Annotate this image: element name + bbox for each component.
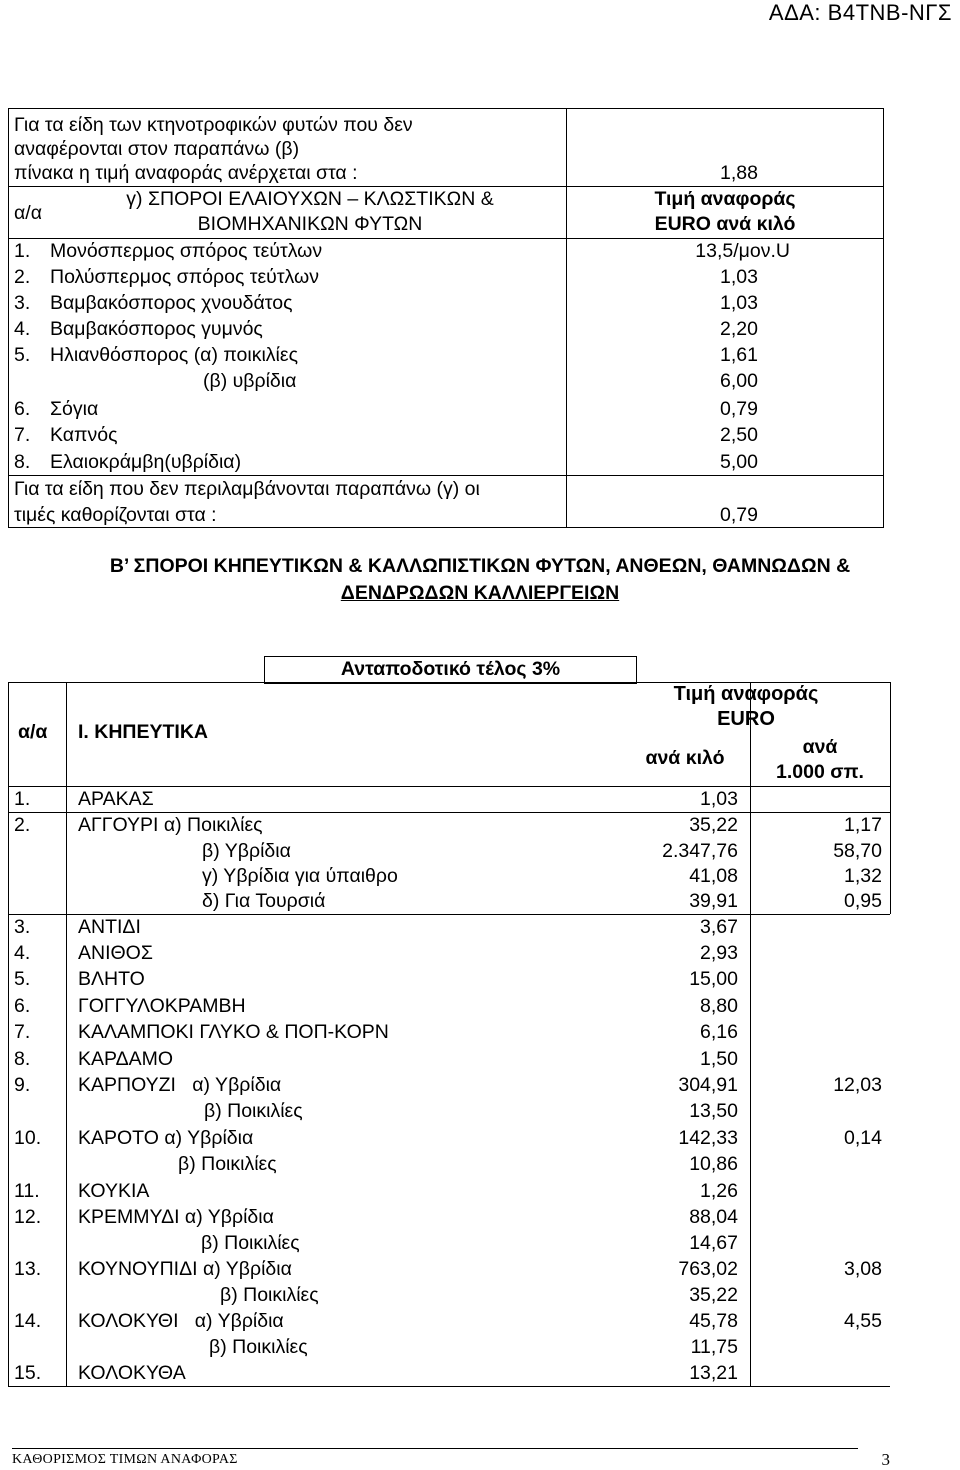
table2-row-kg: 142,33	[678, 1127, 738, 1149]
table2-row-num: 6.	[14, 995, 31, 1017]
table2-row-kg: 3,67	[700, 916, 738, 938]
table2-row-kg: 39,91	[689, 890, 738, 912]
table2-row-pcs: 0,14	[844, 1127, 882, 1149]
table1-row-num: 8.	[14, 451, 31, 473]
table1-row-name: (β) υβρίδια	[203, 370, 297, 392]
table1-footer-note: τιμές καθορίζονται στα :	[14, 504, 217, 526]
per-1000-header: ανά	[802, 736, 838, 758]
table2-row-kg: 45,78	[689, 1310, 738, 1332]
table2-row-name: ΚΑΛΑΜΠΟΚΙ ΓΛΥΚΟ & ΠΟΠ-ΚΟΡΝ	[78, 1021, 389, 1043]
table2-divider	[890, 810, 891, 914]
table2-row-name: γ) Υβρίδια για ύπαιθρο	[202, 865, 398, 887]
table1-category-header: ΒΙΟΜΗΧΑΝΙΚΩΝ ΦΥΤΩΝ	[197, 213, 423, 235]
table2-row-num: 15.	[14, 1362, 42, 1384]
table1-row-value: 2,50	[720, 424, 758, 446]
table1-price-header: Τιμή αναφοράς	[654, 188, 796, 210]
table2-row-name: ΑΝΤΙΔΙ	[78, 916, 141, 938]
table1-row-name: Πολύσπερμος σπόρος τεύτλων	[50, 266, 319, 288]
table2-row-num: 10.	[14, 1127, 42, 1149]
table1-row-num: 4.	[14, 318, 31, 340]
footer-rule	[12, 1448, 858, 1449]
table2-row-name: ΚΑΡΔΑΜΟ	[78, 1048, 174, 1070]
table2-row-num: 7.	[14, 1021, 31, 1043]
table2-row-name: β) Ποικιλίες	[201, 1232, 300, 1254]
table2-row-kg: 41,08	[689, 865, 738, 887]
table2-row-kg: 15,00	[689, 968, 738, 990]
table2-divider	[890, 682, 891, 814]
table1-row-name: Ηλιανθόσπορος (α) ποικιλίες	[50, 344, 298, 366]
per-1000-header: 1.000 σπ.	[776, 761, 864, 783]
table2-row-name: ΚΑΡΠΟΥΖΙ α) Υβρίδια	[78, 1074, 282, 1096]
table2-row-num: 3.	[14, 916, 31, 938]
table2-row-num: 5.	[14, 968, 31, 990]
table2-row-name: β) Ποικιλίες	[178, 1153, 277, 1175]
table1-row-num: 6.	[14, 398, 31, 420]
table2-row-kg: 2.347,76	[662, 840, 738, 862]
table1-row-value: 6,00	[720, 370, 758, 392]
table2-row-pcs: 58,70	[833, 840, 882, 862]
page-number: 3	[881, 1450, 890, 1469]
table2-row-name: ΑΓΓΟΥΡΙ α) Ποικιλίες	[78, 814, 263, 836]
table1-category-header: γ) ΣΠΟΡΟΙ ΕΛΑΙΟΥΧΩΝ – ΚΛΩΣΤΙΚΩΝ &	[126, 188, 494, 210]
table2-row-name: ΚΑΡΟΤΟ α) Υβρίδια	[78, 1127, 254, 1149]
table2-row-kg: 14,67	[689, 1232, 738, 1254]
table2-rule	[8, 1386, 890, 1387]
table2-row-kg: 8,80	[700, 995, 738, 1017]
table1-row-num: 7.	[14, 424, 31, 446]
table2-row-name: δ) Για Τουρσιά	[202, 890, 326, 912]
table1-row-num: 5.	[14, 344, 31, 366]
table1-note-line: πίνακα η τιμή αναφοράς ανέρχεται στα :	[14, 162, 358, 184]
table2-row-kg: 35,22	[689, 1284, 738, 1306]
table2-row-kg: 763,02	[678, 1258, 738, 1280]
table2-row-kg: 1,50	[700, 1048, 738, 1070]
table2-row-name: ΚΡΕΜΜΥΔΙ α) Υβρίδια	[78, 1206, 274, 1228]
table1-price-header: EURO ανά κιλό	[654, 213, 796, 235]
table1-note-line: Για τα είδη των κτηνοτροφικών φυτών που δεν	[14, 114, 413, 136]
table2-aa-header: α/α	[18, 721, 48, 743]
table2-row-num: 11.	[14, 1180, 40, 1202]
table2-row-pcs: 12,03	[833, 1074, 882, 1096]
table2-row-kg: 1,26	[700, 1180, 738, 1202]
table2-row-num: 13.	[14, 1258, 42, 1280]
table2-row-name: ΚΟΥΝΟΥΠΙΔΙ α) Υβρίδια	[78, 1258, 292, 1280]
table2-row-kg: 13,21	[689, 1362, 738, 1384]
table2-row-name: ΚΟΛΟΚΥΘΑ	[78, 1362, 186, 1384]
table2-row-num: 12.	[14, 1206, 42, 1228]
table2-row-pcs: 0,95	[844, 890, 882, 912]
table1-row-name: Μονόσπερμος σπόρος τεύτλων	[50, 240, 323, 262]
table2-row-num: 1.	[14, 788, 31, 810]
table2-row-name: ΑΡΑΚΑΣ	[78, 788, 154, 810]
table2-row-name: ΒΛΗΤΟ	[78, 968, 145, 990]
table2-price-header: Τιμή αναφοράς	[673, 683, 819, 705]
footer-title: ΚΑΘΟΡΙΣΜΟΣ ΤΙΜΩΝ ΑΝΑΦΟΡΑΣ	[12, 1452, 238, 1467]
table1-row-num: 2.	[14, 266, 31, 288]
table2-row-name: ΚΟΥΚΙΑ	[78, 1180, 150, 1202]
table2-row-name: ΑΝΙΘΟΣ	[78, 942, 153, 964]
table1-row-name: Βαμβακόσπορος χνουδάτος	[50, 292, 293, 314]
table1-row-name: Βαμβακόσπορος γυμνός	[50, 318, 263, 340]
table2-row-name: β) Ποικιλίες	[209, 1336, 308, 1358]
table2-row-kg: 304,91	[678, 1074, 738, 1096]
table2-category-header: Ι. ΚΗΠΕΥΤΙΚΑ	[78, 721, 209, 743]
table1-row-num: 3.	[14, 292, 31, 314]
table2-row-name: β) Ποικιλίες	[204, 1100, 303, 1122]
table2-row-num: 14.	[14, 1310, 42, 1332]
per-kilo-header: ανά κιλό	[645, 747, 725, 769]
table2-row-name: β) Ποικιλίες	[220, 1284, 319, 1306]
table1-aa-header: α/α	[14, 202, 42, 224]
table2-row-pcs: 4,55	[844, 1310, 882, 1332]
table1-row-value: 0,79	[720, 398, 758, 420]
table1-footer-note: Για τα είδη που δεν περιλαμβάνονται παραπάνω (γ) οι	[14, 478, 480, 500]
table2-row-kg: 88,04	[689, 1206, 738, 1228]
section-b-title	[0, 580, 960, 607]
table2-price-header: EURO	[717, 708, 775, 730]
table1-row-value: 5,00	[720, 451, 758, 473]
table1-row-num: 1.	[14, 240, 31, 262]
table1-footer-value: 0,79	[720, 504, 758, 526]
table2-row-num: 2.	[14, 814, 31, 836]
fee-label: Ανταποδοτικό τέλος 3%	[340, 658, 561, 680]
table2-row-kg: 1,03	[700, 788, 738, 810]
table2-row-kg: 13,50	[689, 1100, 738, 1122]
table1-note-line: αναφέρονται στον παραπάνω (β)	[14, 138, 300, 160]
table1-row-name: Ελαιοκράμβη(υβρίδια)	[50, 451, 242, 473]
table2-row-pcs: 3,08	[844, 1258, 882, 1280]
table1-row-value: 13,5/μον.U	[695, 240, 790, 262]
table1-row-value: 1,61	[720, 344, 758, 366]
table2-row-kg: 2,93	[700, 942, 738, 964]
table2-divider	[66, 682, 67, 1386]
table1-note-value: 1,88	[720, 162, 758, 184]
table2-row-pcs: 1,32	[844, 865, 882, 887]
table1-row-value: 2,20	[720, 318, 758, 340]
section-b-title: Β’ ΣΠΟΡΟΙ ΚΗΠΕΥΤΙΚΩΝ & ΚΑΛΛΩΠΙΣΤΙΚΩΝ ΦΥΤΩΝ, ΑΝΘΕΩΝ, ΘΑΜΝΩΔΩΝ &	[109, 555, 851, 577]
table2-row-name: β) Υβρίδια	[202, 840, 291, 862]
table2-row-pcs: 1,17	[844, 814, 882, 836]
table1-row-value: 1,03	[720, 266, 758, 288]
table2-divider	[8, 682, 9, 1386]
table1-divider	[566, 108, 567, 528]
table2-row-num: 8.	[14, 1048, 31, 1070]
table2-row-name: ΚΟΛΟΚΥΘΙ α) Υβρίδια	[78, 1310, 284, 1332]
table2-row-kg: 11,75	[690, 1336, 738, 1358]
table2-row-kg: 35,22	[689, 814, 738, 836]
section-b-title-underlined: ΔΕΝΔΡΩΔΩΝ ΚΑΛΛΙΕΡΓΕΙΩΝ	[340, 582, 620, 604]
table2-row-num: 9.	[14, 1074, 31, 1096]
table1-row-name: Καπνός	[50, 424, 118, 446]
table2-row-kg: 6,16	[700, 1021, 738, 1043]
table2-row-name: ΓΟΓΓΥΛΟΚΡΑΜΒΗ	[78, 995, 246, 1017]
ada-code: ΑΔΑ: Β4ΤΝΒ-ΝΓΣ	[768, 0, 952, 25]
table2-row-kg: 10,86	[689, 1153, 738, 1175]
table2-row-num: 4.	[14, 942, 31, 964]
table2-divider	[750, 682, 751, 1386]
table1-row-name: Σόγια	[50, 398, 99, 420]
table1-row-value: 1,03	[720, 292, 758, 314]
